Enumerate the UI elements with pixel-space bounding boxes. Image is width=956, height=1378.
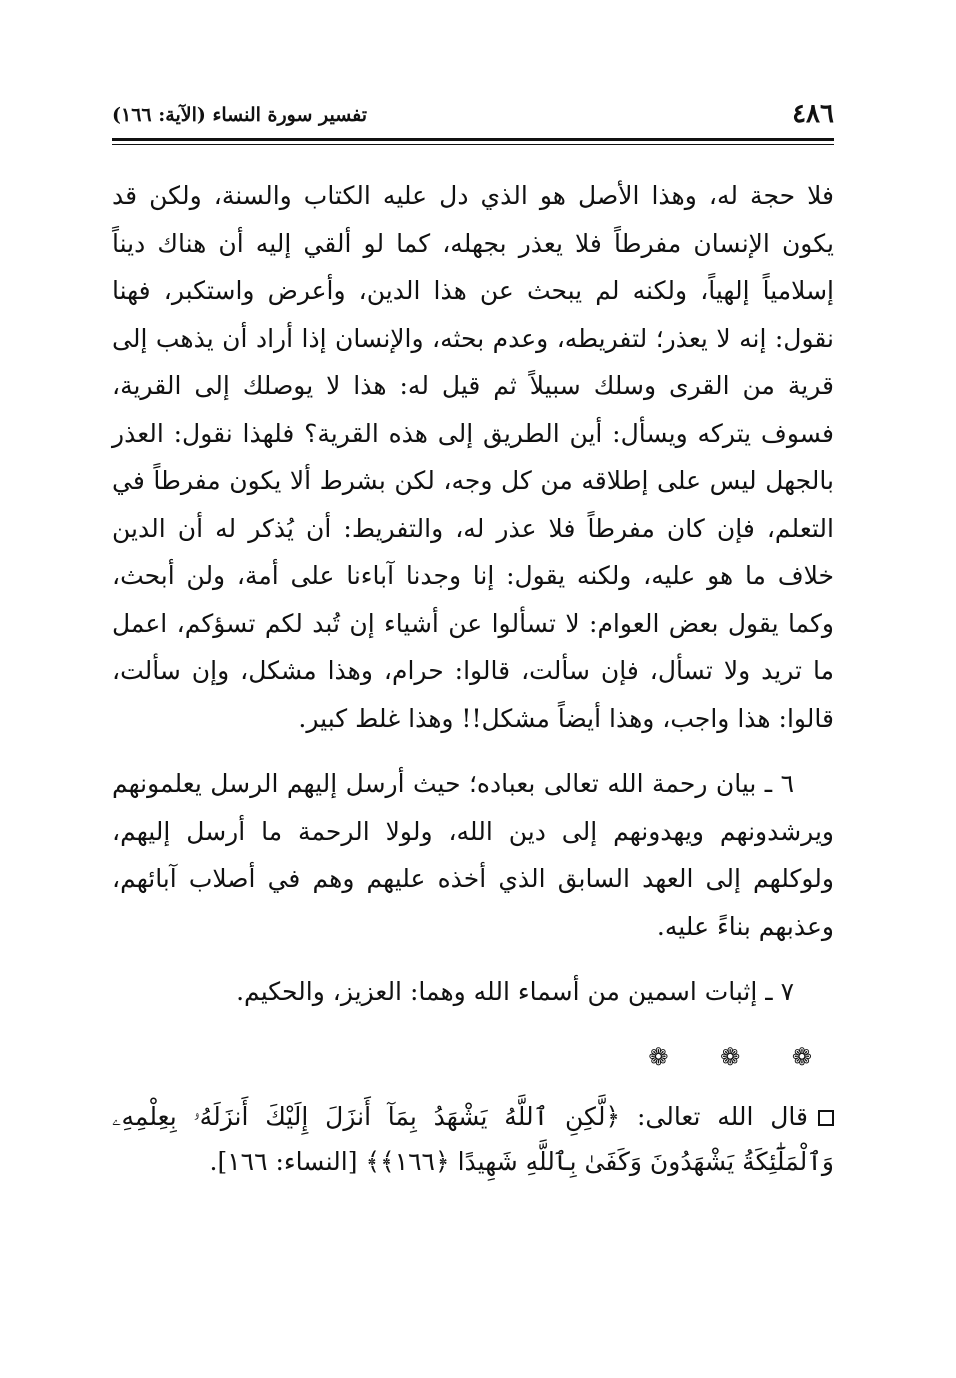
section-divider-ornaments: ❁ ❁ ❁ — [648, 1042, 834, 1071]
page-header — [112, 94, 834, 134]
verse-reference: [النساء: ١٦٦]. — [209, 1146, 358, 1176]
body-text — [112, 172, 834, 1184]
header-rule-thin — [112, 144, 834, 145]
running-title: تفسير سورة النساء (الآية: ١٦٦) — [112, 104, 368, 126]
paragraph-continuation: فلا حجة له، وهذا الأصل هو الذي دل عليه الكتاب والسنة، ولكن قد يكون الإنسان مفرطاً فلا يعذر بجهله، كما لو ألقي إليه أن هناك ديناً إسلامياً إلهياً، ولكنه لم يبحث عن هذا الدين، وأعرض واستكبر، فهنا نقول: إنه لا يعذر؛ لتفريطه، وعدم بحثه، والإنسان إذا أراد أن يذهب إلى قرية من القرى وسلك سبيلاً ثم قيل له: هذا لا يوصلك إلى القرية، فسوف يتركه ويسأل: أين الطريق إلى هذه القرية؟ فلهذا نقول: العذر بالجهل ليس على إطلاقه من كل وجه، لكن بشرط ألا يكون مفرطاً في التعلم، فإن كان مفرطاً فلا عذر له، والتفريط: أن يُذكر له أن الدين خلاف ما هو عليه، ولكنه يقول: إنا وجدنا آباءنا على أمة، ولن أبحث، وكما يقول بعض العوام: لا تسألوا عن أشياء إن تُبد لكم تسؤكم، اعمل ما تريد ولا تسأل، فإن سألت، قالوا: حرام، وهذا مشكل، وإن سألت، قالوا: هذا واجب، وهذا أيضاً مشكل!! وهذا غلط كبير. — [112, 181, 834, 733]
header-rule — [112, 138, 834, 141]
page-number: ٤٨٦ — [792, 99, 834, 129]
verse-intro: قال الله تعالى: — [636, 1101, 808, 1131]
square-bullet-icon — [818, 1110, 834, 1126]
quran-verse-text: ﴿لَّكِنِ ٱللَّهُ يَشْهَدُ بِمَآ أَنزَلَ إِلَيْكَ أَنزَلَهُۥ بِعِلْمِهِۦ وَٱلْمَلَٰٓئِكَةُ يَشْهَدُونَ وَكَفَىٰ بِٱللَّهِ شَهِيدًا ﴿١٦٦﴾﴾ — [112, 1101, 834, 1176]
quran-verse-block — [112, 1094, 834, 1184]
paragraph-point-6: ٦ ـ بيان رحمة الله تعالى بعباده؛ حيث أرسل إليهم الرسل يعلمونهم ويرشدونهم ويهدونهم إلى دين الله، ولولا الرحمة ما أرسل إليهم، ولوكلهم إلى العهد السابق الذي أخذه عليهم وهم في أصلاب آبائهم، وعذبهم بناءً عليه. — [112, 769, 834, 941]
paragraph-point-7: ٧ ـ إثبات اسمين من أسماء الله وهما: العزيز، والحكيم. — [236, 977, 794, 1006]
